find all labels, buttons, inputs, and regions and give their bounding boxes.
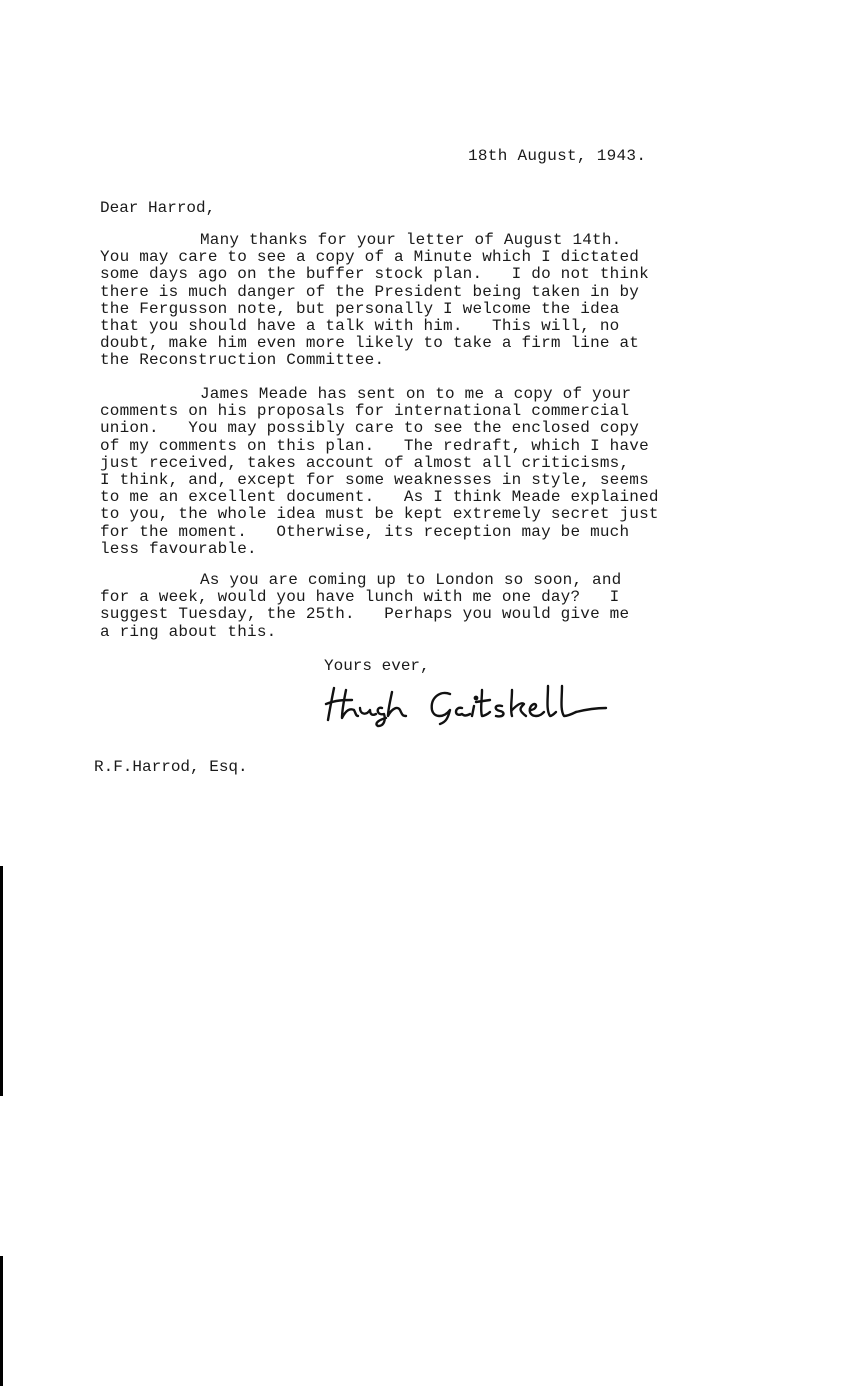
- paragraph-line: You may care to see a copy of a Minute which I dictated: [100, 248, 640, 267]
- handwritten-signature: [322, 680, 622, 728]
- paragraph-line: just received, takes account of almost all criticisms,: [100, 453, 630, 472]
- paragraph-buffer-stock: [100, 232, 700, 370]
- paragraph-line: of my comments on this plan. The redraft, which I have: [100, 436, 649, 455]
- paragraph-commercial-union: [100, 386, 700, 558]
- paragraph-line: for a week, would you have lunch with me one day? I: [100, 588, 620, 607]
- scan-edge-mark: [0, 866, 3, 1096]
- paragraph-lunch-invitation: [100, 572, 700, 641]
- paragraph-line: As you are coming up to London so soon, and: [200, 571, 622, 589]
- paragraph-line: James Meade has sent on to me a copy of your: [200, 385, 632, 403]
- paragraph-line: there is much danger of the President being taken in by: [100, 282, 640, 301]
- paragraph-line: union. You may possibly care to see the enclosed copy: [100, 419, 640, 438]
- paragraph-line: to you, the whole idea must be kept extremely secret just: [100, 505, 659, 524]
- paragraph-line: a ring about this.: [100, 622, 277, 641]
- closing: Yours ever,: [324, 657, 430, 675]
- paragraph-line: the Reconstruction Committee.: [100, 351, 385, 370]
- paragraph-line: comments on his proposals for international commercial: [100, 402, 630, 421]
- paragraph-line: I think, and, except for some weaknesses in style, seems: [100, 471, 649, 490]
- paragraph-line: the Fergusson note, but personally I welcome the idea: [100, 299, 620, 318]
- paragraph-line: Many thanks for your letter of August 14th.: [200, 231, 622, 249]
- paragraph-line: to me an excellent document. As I think Meade explained: [100, 488, 659, 507]
- paragraph-line: doubt, make him even more likely to take a firm line at: [100, 334, 640, 353]
- paragraph-line: for the moment. Otherwise, its reception may be much: [100, 522, 630, 541]
- scan-edge-mark: [0, 1256, 3, 1386]
- paragraph-line: that you should have a talk with him. This will, no: [100, 317, 620, 336]
- paragraph-line: less favourable.: [100, 539, 257, 558]
- letter-date: 18th August, 1943.: [468, 147, 647, 165]
- paragraph-line: some days ago on the buffer stock plan. I do not think: [100, 265, 649, 284]
- recipient-name: R.F.Harrod, Esq.: [94, 758, 248, 776]
- paragraph-line: suggest Tuesday, the 25th. Perhaps you would give me: [100, 605, 630, 624]
- salutation: Dear Harrod,: [100, 199, 216, 217]
